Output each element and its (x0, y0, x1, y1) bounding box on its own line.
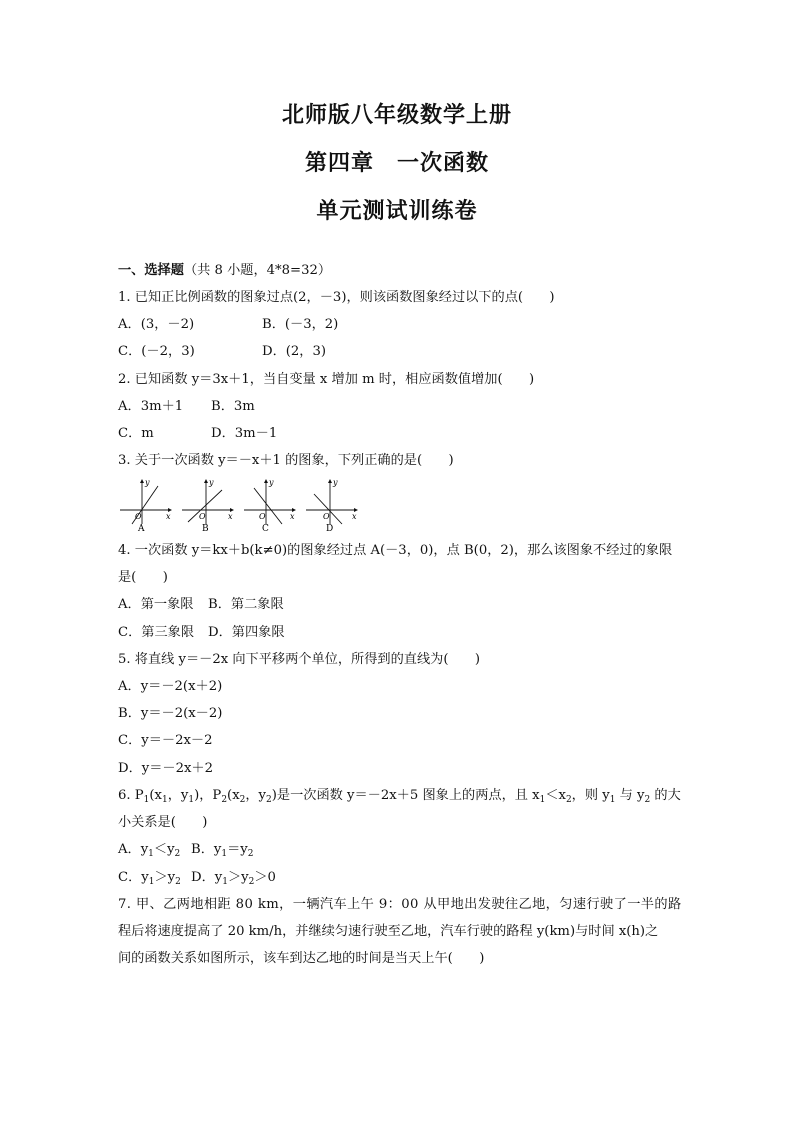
q6-option-d: D．$y_1>y_2>0$ (191, 870, 276, 887)
q4-stem-line1: 4. 一次函数 y＝kx＋b(k≠0)的图象经过点 A(－3，0)，点 B(0，2)，那么该图象不经过的象限 (118, 543, 673, 558)
test-title: 单元测试训练卷 (316, 199, 478, 224)
q3-stem: 3. 关于一次函数 y＝－x＋1 的图象，下列正确的是( ) (118, 453, 454, 468)
q1-stem: 1. 已知正比例函数的图象过点(2，－3)，则该函数图象经过以下的点( ) (118, 290, 555, 305)
q5-option-a: A．y＝－2(x＋2) (118, 679, 223, 694)
q3-graph-options (118, 478, 363, 534)
q2-option-c: C．m (118, 426, 154, 441)
q4-option-d: D．第四象限 (208, 625, 285, 640)
q3-graph-a-label: A (138, 524, 145, 534)
q4-option-c: C．第三象限 (118, 625, 195, 640)
q1-option-b: B．(－3，2) (262, 317, 339, 332)
q7-stem-line3: 间的函数关系如图所示，该车到达乙地的时间是当天上午( ) (118, 951, 485, 966)
q4-stem-line2: 是( ) (118, 570, 168, 585)
q3-graph-a (118, 478, 172, 534)
q2-option-b: B．3m (211, 399, 255, 414)
q3-graph-b-label: B (202, 524, 209, 534)
q2-stem: 2. 已知函数 y＝3x＋1，当自变量 x 增加 m 时，相应函数值增加( ) (118, 372, 535, 387)
q5-option-d: D．y＝－2x＋2 (118, 761, 213, 776)
q6-stem-line2: 小关系是( ) (118, 815, 208, 830)
q3-graph-b-x-label: x (228, 512, 233, 521)
q6-option-c: C．$y_1>y_2$ (118, 870, 181, 887)
q3-graph-d-x-label: x (352, 512, 357, 521)
q1-option-a: A．(3，－2) (118, 317, 195, 332)
section-heading (118, 262, 331, 280)
chapter-title: 第四章 一次函数 (304, 151, 489, 176)
q7-stem-line1: 7. 甲、乙两地相距 80 km，一辆汽车上午 9：00 从甲地出发驶往乙地，匀速行驶了一半的路 (118, 897, 682, 912)
q6-option-a: A．$y_1<y_2$ (118, 842, 181, 859)
q5-option-b: B．y＝－2(x－2) (118, 706, 223, 721)
q3-graph-d-y-label: y (333, 478, 338, 487)
q3-graph-c-x-label: x (290, 512, 295, 521)
q7-stem-line2: 程后将速度提高了 20 km/h，并继续匀速行驶至乙地，汽车行驶的路程 y(km)与时间 x(h)之 (118, 924, 659, 939)
doc-title: 北师版八年级数学上册 (281, 103, 512, 128)
q6-option-b: B．$y_1=y_2$ (191, 842, 254, 859)
q3-graph-b (180, 478, 234, 534)
q3-graph-c-origin: O (259, 512, 266, 521)
q5-stem: 5. 将直线 y＝－2x 向下平移两个单位，所得到的直线为( ) (118, 652, 481, 667)
section-label: 一、选择题 (118, 263, 184, 278)
q3-graph-c-label: C (262, 524, 269, 534)
q3-graph-b-origin: O (199, 512, 206, 521)
q5-option-c: C．y＝－2x－2 (118, 733, 213, 748)
q3-graph-a-y-label: y (145, 478, 150, 487)
section-note: （共 8 小题，4*8=32） (183, 263, 332, 278)
q4-option-a: A．第一象限 (118, 597, 194, 612)
q2-option-a: A．3m＋1 (118, 399, 184, 414)
q3-graph-a-origin: O (135, 512, 142, 521)
q1-option-c: C．(－2，3) (118, 344, 195, 359)
q3-graph-d (304, 478, 358, 534)
q3-graph-d-origin: O (323, 512, 330, 521)
q2-option-d: D．3m－1 (211, 426, 278, 441)
q6-stem-line1: 6. $P_1(x_1$，$y_1$)，$P_2(x_2$，$y_2$)是一次函数 y＝－2x＋5 图象上的两点，且 $x_1<x_2$，则 $y_1$ 与 $y_2$ 的大 (118, 788, 681, 805)
q3-graph-d-label: D (326, 524, 334, 534)
q3-graph-a-x-label: x (166, 512, 171, 521)
q4-option-b: B．第二象限 (208, 597, 284, 612)
q3-graph-c (242, 478, 296, 534)
q3-graph-b-y-label: y (209, 478, 214, 487)
q3-graph-c-y-label: y (269, 478, 274, 487)
q1-option-d: D．(2，3) (262, 344, 327, 359)
